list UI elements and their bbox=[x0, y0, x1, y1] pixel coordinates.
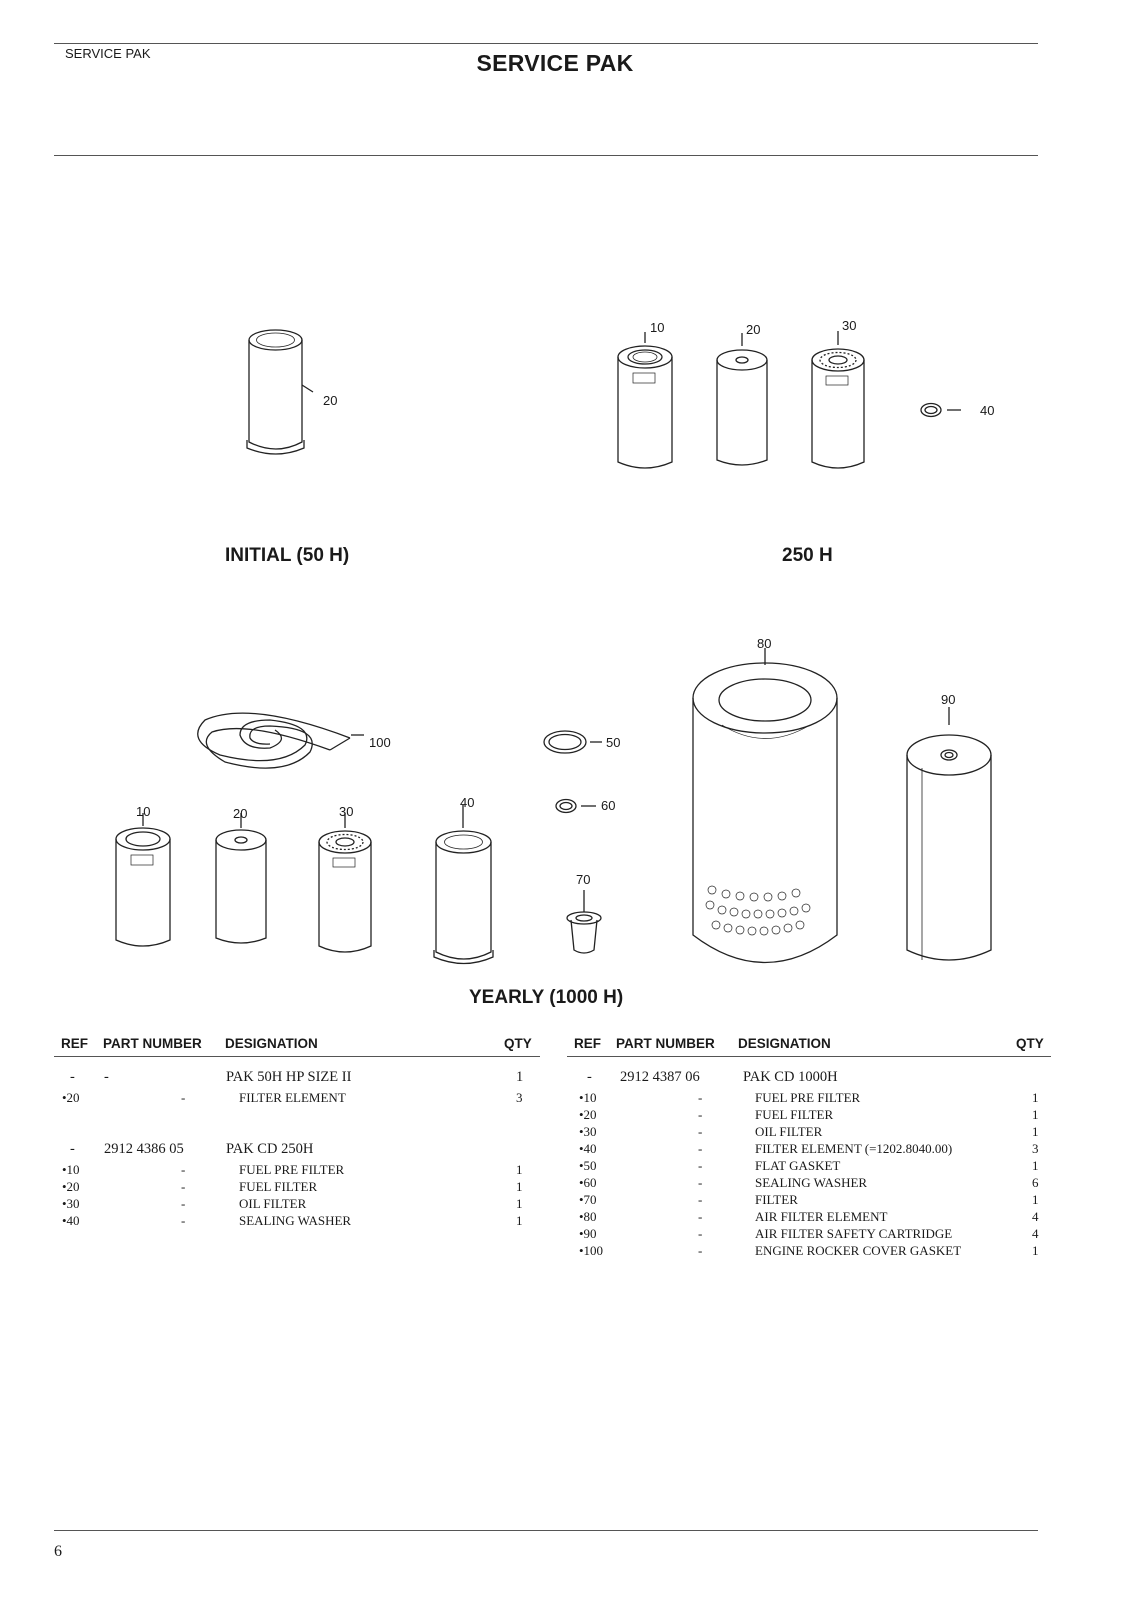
qty-cell: 4 bbox=[1032, 1209, 1039, 1224]
column-header-part-number: PART NUMBER bbox=[103, 1036, 202, 1051]
callout-label: 40 bbox=[980, 403, 995, 418]
column-header-part-number: PART NUMBER bbox=[616, 1036, 715, 1051]
designation-cell: SEALING WASHER bbox=[239, 1213, 352, 1228]
qty-cell: 1 bbox=[1032, 1243, 1039, 1258]
column-header-qty: QTY bbox=[1016, 1036, 1044, 1051]
ref-cell: •20 bbox=[62, 1090, 80, 1105]
column-header-qty: QTY bbox=[504, 1036, 532, 1051]
callout-label: 20 bbox=[746, 322, 761, 337]
section-title-yearly: YEARLY (1000 H) bbox=[469, 987, 624, 1008]
filter-icon bbox=[693, 648, 837, 963]
part-number-cell: - bbox=[698, 1192, 703, 1207]
qty-cell: 1 bbox=[1032, 1107, 1039, 1122]
page-number: 6 bbox=[54, 1543, 62, 1560]
designation-cell: FILTER bbox=[755, 1192, 798, 1207]
qty-cell: 3 bbox=[516, 1090, 523, 1105]
designation-cell: FUEL FILTER bbox=[755, 1107, 834, 1122]
filter-icon bbox=[717, 333, 767, 465]
qty-cell: 1 bbox=[516, 1162, 523, 1177]
qty-cell: 3 bbox=[1032, 1141, 1039, 1156]
filter-icon bbox=[319, 813, 371, 952]
part-number-cell: - bbox=[698, 1209, 703, 1224]
table-row bbox=[567, 1175, 1051, 1192]
table-row bbox=[567, 1141, 1051, 1158]
table-row bbox=[567, 1209, 1051, 1226]
part-number-cell: - bbox=[698, 1226, 703, 1241]
ref-cell: - bbox=[70, 1069, 75, 1085]
callout-label: 30 bbox=[339, 804, 354, 819]
qty-cell: 4 bbox=[1032, 1226, 1039, 1241]
callout-label: 80 bbox=[757, 636, 772, 651]
filter-icon bbox=[618, 332, 672, 468]
column-header-ref: REF bbox=[61, 1036, 88, 1051]
qty-cell: 1 bbox=[1032, 1124, 1039, 1139]
table-row bbox=[567, 1069, 1051, 1086]
column-header-designation: DESIGNATION bbox=[738, 1036, 831, 1051]
callout-label: 60 bbox=[601, 798, 616, 813]
table-row bbox=[54, 1069, 540, 1086]
table-header-rule bbox=[54, 1056, 540, 1057]
ref-cell: •30 bbox=[62, 1196, 80, 1211]
table-row bbox=[567, 1090, 1051, 1107]
filter-icon bbox=[567, 890, 601, 953]
section-label: SERVICE PAK bbox=[65, 46, 151, 61]
designation-cell: FLAT GASKET bbox=[755, 1158, 841, 1173]
ref-cell: - bbox=[70, 1141, 75, 1157]
column-header-designation: DESIGNATION bbox=[225, 1036, 318, 1051]
part-number-cell: - bbox=[698, 1175, 703, 1190]
filter-icon bbox=[434, 805, 493, 964]
qty-cell: 1 bbox=[516, 1179, 523, 1194]
designation-cell: FUEL PRE FILTER bbox=[239, 1162, 345, 1177]
callout-label: 20 bbox=[323, 393, 338, 408]
part-number-cell: - bbox=[698, 1158, 703, 1173]
page-title: SERVICE PAK bbox=[476, 50, 634, 76]
callout-label: 20 bbox=[233, 806, 248, 821]
table-row bbox=[54, 1162, 540, 1179]
filter-icon bbox=[812, 331, 864, 468]
part-number-cell: - bbox=[698, 1141, 703, 1156]
table-row bbox=[54, 1213, 540, 1230]
designation-cell: PAK CD 1000H bbox=[743, 1069, 838, 1085]
table-row bbox=[567, 1158, 1051, 1175]
designation-cell: PAK CD 250H bbox=[226, 1141, 314, 1157]
table-row bbox=[54, 1196, 540, 1213]
part-number-cell: 2912 4387 06 bbox=[620, 1069, 700, 1085]
part-number-cell: - bbox=[181, 1213, 186, 1228]
ref-cell: •60 bbox=[579, 1175, 597, 1190]
washer-icon bbox=[556, 800, 596, 813]
designation-cell: SEALING WASHER bbox=[755, 1175, 868, 1190]
table-row bbox=[567, 1124, 1051, 1141]
designation-cell: AIR FILTER SAFETY CARTRIDGE bbox=[755, 1226, 953, 1241]
table-row bbox=[567, 1192, 1051, 1209]
callout-label: 70 bbox=[576, 872, 591, 887]
table-row bbox=[54, 1179, 540, 1196]
part-number-cell: 2912 4386 05 bbox=[104, 1141, 184, 1157]
qty-cell: 1 bbox=[1032, 1158, 1039, 1173]
part-number-cell: - bbox=[181, 1179, 186, 1194]
designation-cell: FILTER ELEMENT bbox=[239, 1090, 346, 1105]
section-title-initial: INITIAL (50 H) bbox=[225, 545, 350, 566]
gasket-icon bbox=[544, 731, 602, 753]
table-row bbox=[567, 1226, 1051, 1243]
part-number-cell: - bbox=[181, 1162, 186, 1177]
ref-cell: •80 bbox=[579, 1209, 597, 1224]
designation-cell: FUEL FILTER bbox=[239, 1179, 318, 1194]
table-row bbox=[567, 1107, 1051, 1124]
ref-cell: •20 bbox=[579, 1107, 597, 1122]
qty-cell: 1 bbox=[516, 1196, 523, 1211]
ref-cell: •30 bbox=[579, 1124, 597, 1139]
column-header-ref: REF bbox=[574, 1036, 601, 1051]
part-number-cell: - bbox=[181, 1196, 186, 1211]
qty-cell: 1 bbox=[1032, 1192, 1039, 1207]
part-number-cell: - bbox=[104, 1069, 109, 1085]
qty-cell: 6 bbox=[1032, 1175, 1039, 1190]
section-title-250h: 250 H bbox=[782, 545, 833, 566]
ref-cell: •40 bbox=[579, 1141, 597, 1156]
designation-cell: PAK 50H HP SIZE II bbox=[226, 1069, 352, 1085]
ref-cell: •50 bbox=[579, 1158, 597, 1173]
ref-cell: - bbox=[587, 1069, 592, 1085]
callout-label: 90 bbox=[941, 692, 956, 707]
ref-cell: •100 bbox=[579, 1243, 604, 1258]
footer-rule bbox=[54, 1530, 1038, 1531]
ref-cell: •10 bbox=[62, 1162, 80, 1177]
qty-cell: 1 bbox=[1032, 1090, 1039, 1105]
part-number-cell: - bbox=[698, 1090, 703, 1105]
washer-icon bbox=[921, 404, 961, 417]
designation-cell: ENGINE ROCKER COVER GASKET bbox=[755, 1243, 962, 1258]
table-header-rule bbox=[567, 1056, 1051, 1057]
table-row bbox=[567, 1243, 1051, 1260]
table-row bbox=[54, 1090, 540, 1107]
filter-icon bbox=[116, 813, 170, 946]
ref-cell: •90 bbox=[579, 1226, 597, 1241]
designation-cell: AIR FILTER ELEMENT bbox=[755, 1209, 888, 1224]
qty-cell: 1 bbox=[516, 1213, 523, 1228]
ref-cell: •20 bbox=[62, 1179, 80, 1194]
callout-label: 50 bbox=[606, 735, 621, 750]
designation-cell: OIL FILTER bbox=[755, 1124, 823, 1139]
callout-label: 30 bbox=[842, 318, 857, 333]
parts-table-right bbox=[567, 1036, 1051, 1266]
callout-label: 100 bbox=[369, 735, 391, 750]
filter-icon bbox=[907, 707, 991, 960]
table-row bbox=[54, 1141, 540, 1158]
ref-cell: •40 bbox=[62, 1213, 80, 1228]
ref-cell: •70 bbox=[579, 1192, 597, 1207]
qty-cell: 1 bbox=[516, 1069, 524, 1085]
filter-icon bbox=[216, 813, 266, 943]
filter-icon bbox=[247, 330, 313, 454]
callout-label: 40 bbox=[460, 795, 475, 810]
part-number-cell: - bbox=[181, 1090, 186, 1105]
part-number-cell: - bbox=[698, 1124, 703, 1139]
designation-cell: FILTER ELEMENT (=1202.8040.00) bbox=[755, 1141, 953, 1156]
parts-table-left bbox=[54, 1036, 540, 1236]
callout-label: 10 bbox=[136, 804, 151, 819]
part-number-cell: - bbox=[698, 1107, 703, 1122]
callout-label: 10 bbox=[650, 320, 665, 335]
belt-icon bbox=[198, 713, 364, 768]
designation-cell: OIL FILTER bbox=[239, 1196, 307, 1211]
part-number-cell: - bbox=[698, 1243, 703, 1258]
designation-cell: FUEL PRE FILTER bbox=[755, 1090, 861, 1105]
ref-cell: •10 bbox=[579, 1090, 597, 1105]
